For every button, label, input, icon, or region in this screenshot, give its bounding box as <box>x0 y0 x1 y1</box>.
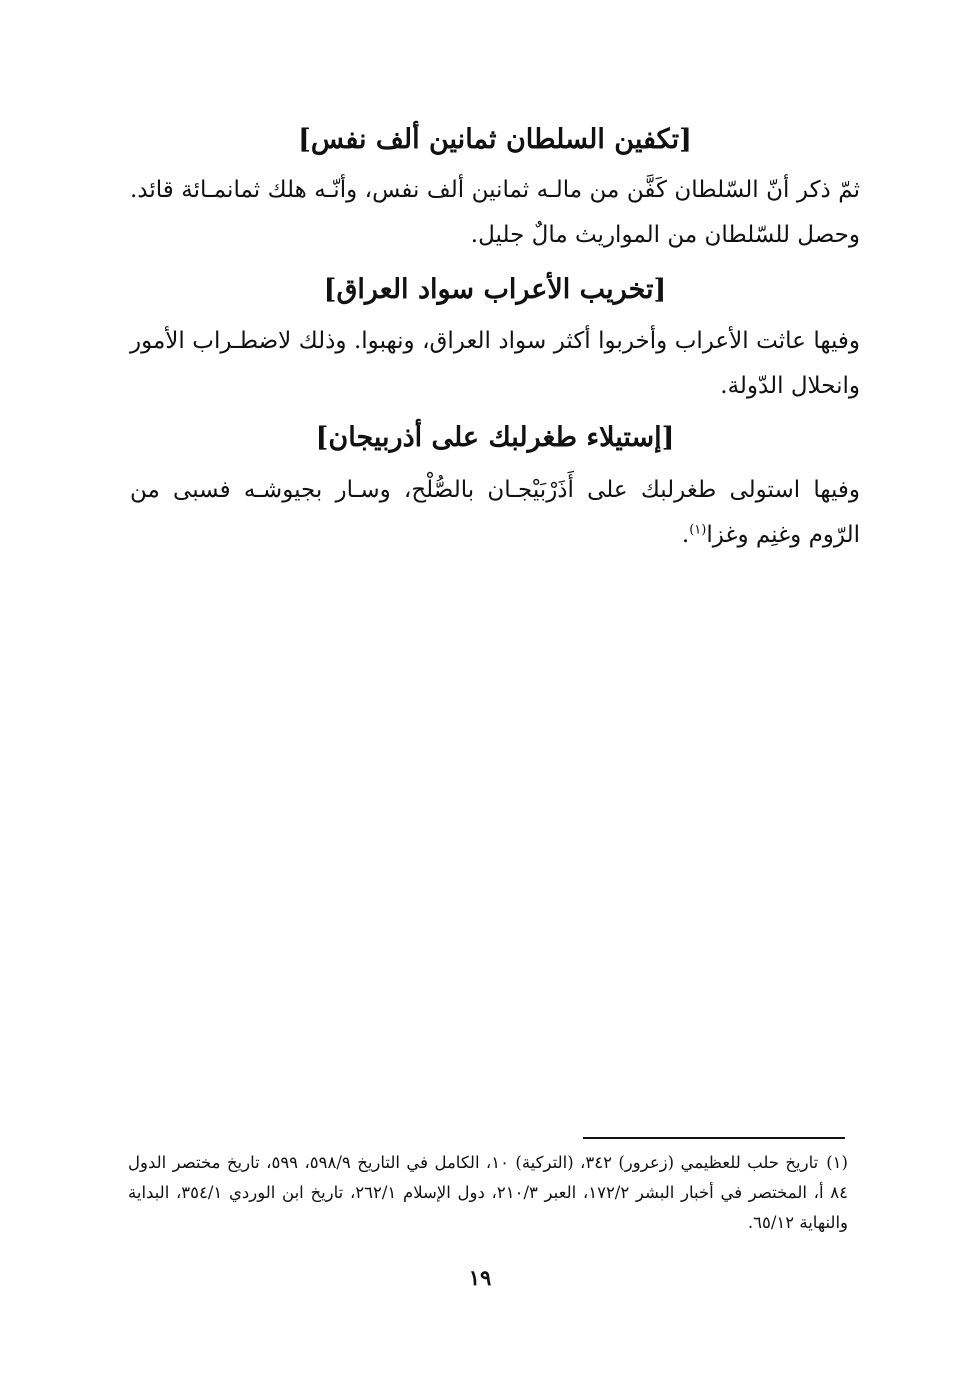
section-heading-shroud: [تكفين السلطان ثمانين ألف نفس] <box>298 124 692 155</box>
footnote <box>128 1148 848 1238</box>
footnote-reference[interactable]: (١) <box>689 522 707 538</box>
footnote-text: تاريخ حلب للعظيمي (زعرور) ٣٤٢، (التركية) ١٠، الكامل في التاريخ ٥٩٨/٩، ٥٩٩، تاريخ مختصر الدول ٨٤ أ، المختصر في أخبار البشر ١٧٢/٢، العبر ٢١٠/٣، دول الإسلام ٢٦٢/١، تاريخ ابن الوردي ٣٥٤/١، البداية والنهاية ٦٥/١٢. <box>128 1153 848 1232</box>
section-heading-azerbaijan: [إستيلاء طغرلبك على أذربيجان] <box>315 422 675 453</box>
section-body-shroud <box>130 168 860 258</box>
paragraph-text: وفيها استولى طغرلبك على أَذَرْبَيْجـان بالصُّلْح، وسـار بجيوشـه فسبى من الرّوم وغنِم وغزا <box>130 477 860 548</box>
footnote-marker: (١) <box>826 1153 848 1172</box>
footnote-divider <box>583 1137 845 1139</box>
section-body-azerbaijan <box>130 468 860 558</box>
section-body-iraq <box>130 319 860 409</box>
paragraph <box>130 468 860 558</box>
paragraph: وفيها عاثت الأعراب وأخربوا أكثر سواد العراق، ونهبوا. وذلك لاضطـراب الأمور وانحلال الدّولة. <box>130 328 860 399</box>
paragraph-end: . <box>681 522 690 548</box>
paragraph: ثمّ ذكر أنّ السّلطان كَفَّن من مالـه ثمانين ألف نفس، وأنّـه هلك ثمانمـائة قائد. وحصل للسّلطان من المواريث مالٌ جليل. <box>130 177 860 248</box>
page-number: ١٩ <box>468 1265 492 1290</box>
section-heading-iraq: [تخريب الأعراب سواد العراق] <box>323 274 667 305</box>
